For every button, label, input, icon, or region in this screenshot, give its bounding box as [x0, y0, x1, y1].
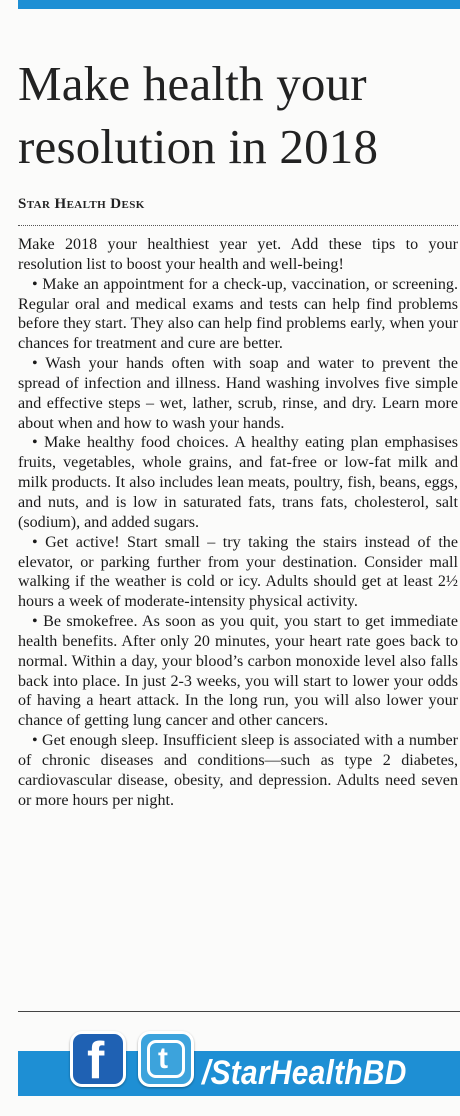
tip-handwashing: • Wash your hands often with soap and water to prevent the spread of infection and illness. Hand washing involves five simple and effective steps – wet, lather, scrub, rinse, and dry. Learn more about when and how to wash your hands.	[18, 355, 458, 432]
intro-paragraph: Make 2018 your healthiest year yet. Add these tips to your resolution list to boost your health and well-being!	[18, 236, 458, 273]
article-body	[18, 235, 458, 810]
twitter-icon[interactable]	[138, 1031, 194, 1087]
twitter-icon-frame	[147, 1040, 185, 1078]
top-accent-bar	[18, 0, 460, 9]
tip-healthy-food: • Make healthy food choices. A healthy eating plan emphasises fruits, vegetables, whole grains, and fat-free or low-fat milk and milk products. It also includes lean meats, poultry, fish, beans, eggs, and nuts, and is low in saturated fats, trans fats, cholesterol, salt (sodium), and added sugars.	[18, 434, 458, 531]
dotted-divider	[18, 225, 458, 226]
social-handle[interactable]: /StarHealthBD	[202, 1054, 407, 1092]
byline: Star Health Desk	[18, 196, 145, 212]
tip-get-active: • Get active! Start small – try taking the stairs instead of the elevator, or parking further from your destination. Consider mall walking if the weather is cold or icy. Adults should get at least 2½ hours a week of moderate-intensity physical activity.	[18, 533, 458, 611]
tip-sleep: • Get enough sleep. Insufficient sleep is associated with a number of chronic diseases and conditions—such as type 2 diabetes, cardiovascular disease, obesity, and depression. Adults need seven or more hours per night.	[18, 732, 458, 809]
tip-smokefree: • Be smokefree. As soon as you quit, you start to get immediate health benefits. After only 20 minutes, your heart rate goes back to normal. Within a day, your blood’s carbon monoxide level also falls back into place. In just 2-3 weeks, you will start to lower your odds of having a heart attack. In the long run, you will also lower your chance of getting lung cancer and other cancers.	[18, 613, 458, 730]
tip-checkup: • Make an appointment for a check-up, vaccination, or screening. Regular oral and medical exams and tests can help find problems before they start. They also can help find problems early, when your chances for treatment and cure are better.	[18, 275, 458, 353]
facebook-icon[interactable]	[70, 1031, 126, 1090]
headline: Make health your resolution in 2018	[18, 56, 379, 174]
bottom-divider	[18, 1011, 460, 1012]
twitter-glyph: t	[158, 1042, 168, 1075]
facebook-glyph: f	[87, 1032, 105, 1090]
